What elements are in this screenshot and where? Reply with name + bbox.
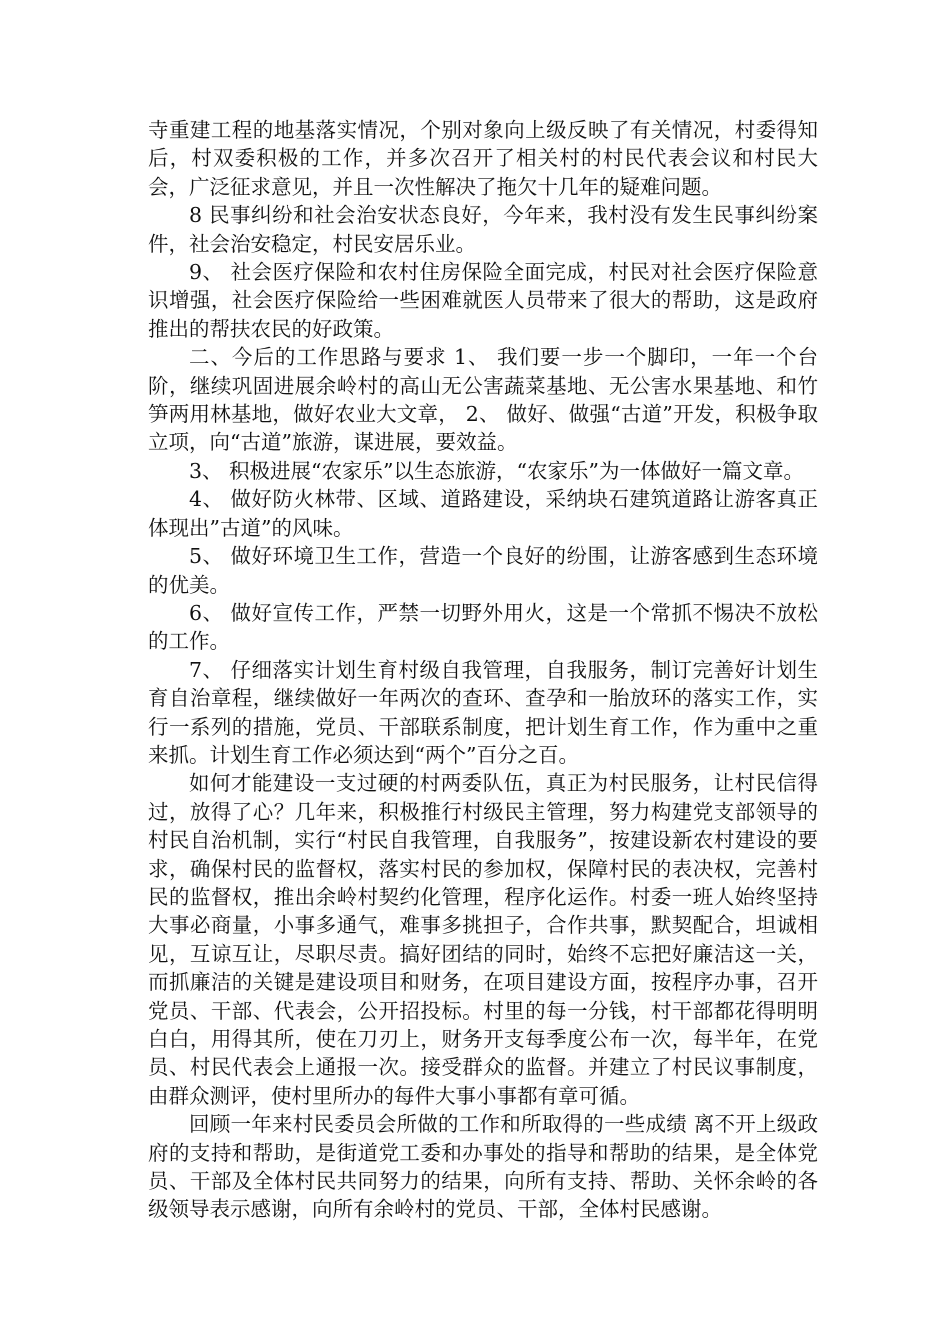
- document-body: [148, 116, 818, 1224]
- paragraph-plan-3: 3、 积极进展“农家乐”以生态旅游，“农家乐”为一体做好一篇文章。: [189, 458, 804, 483]
- paragraph-conclusion: 回顾一年来村民委员会所做的工作和所取得的一些成绩 离不开上级政府的支持和帮助，是街道党工委和办事处的指导和帮助的结果，是全体党员、干部及全体村民共同努力的结果，向所有支持、帮助、关怀余岭的各级领导表示感谢，向所有余岭村的党员、干部，全体村民感谢。: [148, 1112, 818, 1222]
- paragraph-plan-4: 4、 做好防火林带、区域、道路建设，采纳块石建筑道路让游客真正体现出”古道”的风味。: [148, 487, 818, 540]
- paragraph-plan-5: 5、 做好环境卫生工作，营造一个良好的纷围，让游客感到生态环境的优美。: [148, 544, 818, 597]
- paragraph-plan-7: 7、 仔细落实计划生育村级自我管理，自我服务，制订完善好计划生育自治章程，继续做好一年两次的查环、查孕和一胎放环的落实工作，实行一系列的措施，党员、干部联系制度，把计划生育工作，作为重中之重来抓。计划生育工作必须达到“两个”百分之百。: [148, 657, 818, 767]
- paragraph-plan-6: 6、 做好宣传工作，严禁一切野外用火，这是一个常抓不惕决不放松的工作。: [148, 600, 818, 654]
- paragraph-continuation: 寺重建工程的地基落实情况，个别对象向上级反映了有关情况，村委得知后，村双委积极的工作，并多次召开了相关村的村民代表会议和村民大会，广泛征求意见，并且一次性解决了拖欠十几年的疑难问题。: [148, 118, 818, 199]
- paragraph-section-2: 二、今后的工作思路与要求 1、 我们要一步一个脚印，一年一个台阶，继续巩固进展余岭村的高山无公害蔬菜基地、无公害水果基地、和竹笋两用林基地，做好农业大文章， 2、 做好、做强“古道”开发，积极争取立项，向“古道”旅游，谋进展，要效益。: [148, 345, 818, 455]
- paragraph-item-9: 9、 社会医疗保险和农村住房保险全面完成，村民对社会医疗保险意识增强，社会医疗保险给一些困难就医人员带来了很大的帮助，这是政府推出的帮扶农民的好政策。: [148, 260, 818, 341]
- paragraph-item-8: 8 民事纠纷和社会治安状态良好，今年来，我村没有发生民事纠纷案件，社会治安稳定，村民安居乐业。: [148, 203, 818, 256]
- paragraph-committee: 如何才能建设一支过硬的村两委队伍，真正为村民服务，让村民信得过，放得了心？几年来，积极推行村级民主管理，努力构建党支部领导的村民自治机制，实行“村民自我管理，自我服务”，按建设新农村建设的要求，确保村民的监督权，落实村民的参加权，保障村民的表决权，完善村民的监督权，推出余岭村契约化管理，程序化运作。村委一班人始终坚持大事必商量，小事多通气，难事多挑担子，合作共事，默契配合，坦诚相见，互谅互让，尽职尽责。搞好团结的同时，始终不忘把好廉洁这一关，而抓廉洁的关键是建设项目和财务，在项目建设方面，按程序办事，召开党员、干部、代表会，公开招投标。村里的每一分钱，村干部都花得明明白白，用得其所，使在刀刃上，财务开支每季度公布一次，每半年，在党员、村民代表会上通报一次。接受群众的监督。并建立了村民议事制度，由群众测评，使村里所办的每件大事小事都有章可循。: [148, 771, 818, 1108]
